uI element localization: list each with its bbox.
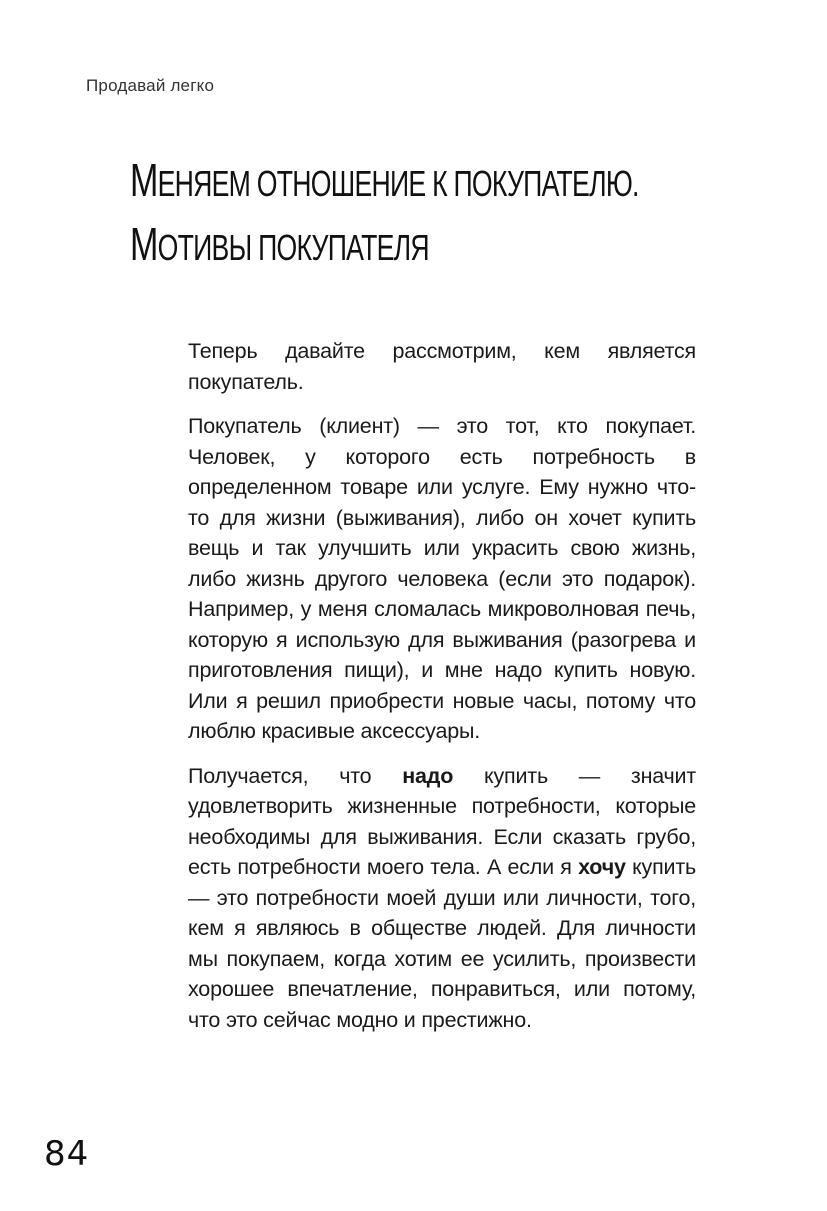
chapter-title-line-1 xyxy=(130,150,639,214)
chapter-title-line-2-rest: ОТИВЫ ПОКУПАТЕЛЯ xyxy=(157,227,429,268)
running-header: Продавай легко xyxy=(86,76,215,95)
paragraph-3 xyxy=(188,761,696,1036)
emphasis-hochu: хочу xyxy=(578,855,626,879)
paragraph-3-part-a: Получается, что xyxy=(188,763,403,788)
chapter-title xyxy=(130,150,639,278)
page-number: 84 xyxy=(44,1134,90,1174)
paragraph-1: Теперь давайте рассмотрим, кем является покупатель. xyxy=(188,339,696,394)
emphasis-nado: надо xyxy=(402,763,454,788)
chapter-title-line-2-initial: М xyxy=(130,218,158,270)
chapter-title-line-1-initial: М xyxy=(130,154,158,206)
body-text xyxy=(188,336,696,1049)
paragraph-2: Покупатель (клиент) — это тот, кто покупает. Человек, у которого есть потребность в определенном товаре или услуге. Ему нужно что-то для жизни (выживания), либо он хочет купить вещь и так улучшить или украсить свою жизнь, либо жизнь другого человека (если это подарок). Например, у меня сломалась микроволновая печь, которую я использую для выживания (разогрева и приготовления пищи), и мне надо купить новую. Или я решил приобрести новые часы, потому что люблю красивые аксессуары. xyxy=(188,414,696,743)
paragraph-3-part-c: купить — это потребности моей души или личности, того, кем я являюсь в обществе людей. Для личности мы покупаем, когда хотим ее усилить, произвести хорошее впечатление, понравиться, или потому, что это сейчас модно и престижно. xyxy=(188,855,697,1032)
paragraph-3-part-b: купить — значит удовлетворить жизненные потребности, которые необходимы для выживания. Если сказать грубо, есть потребности моего тела. А если я xyxy=(188,763,697,879)
chapter-title-line-2 xyxy=(130,214,574,278)
chapter-title-line-1-rest: ЕНЯЕМ ОТНОШЕНИЕ К ПОКУПАТЕЛЮ. xyxy=(157,163,639,204)
